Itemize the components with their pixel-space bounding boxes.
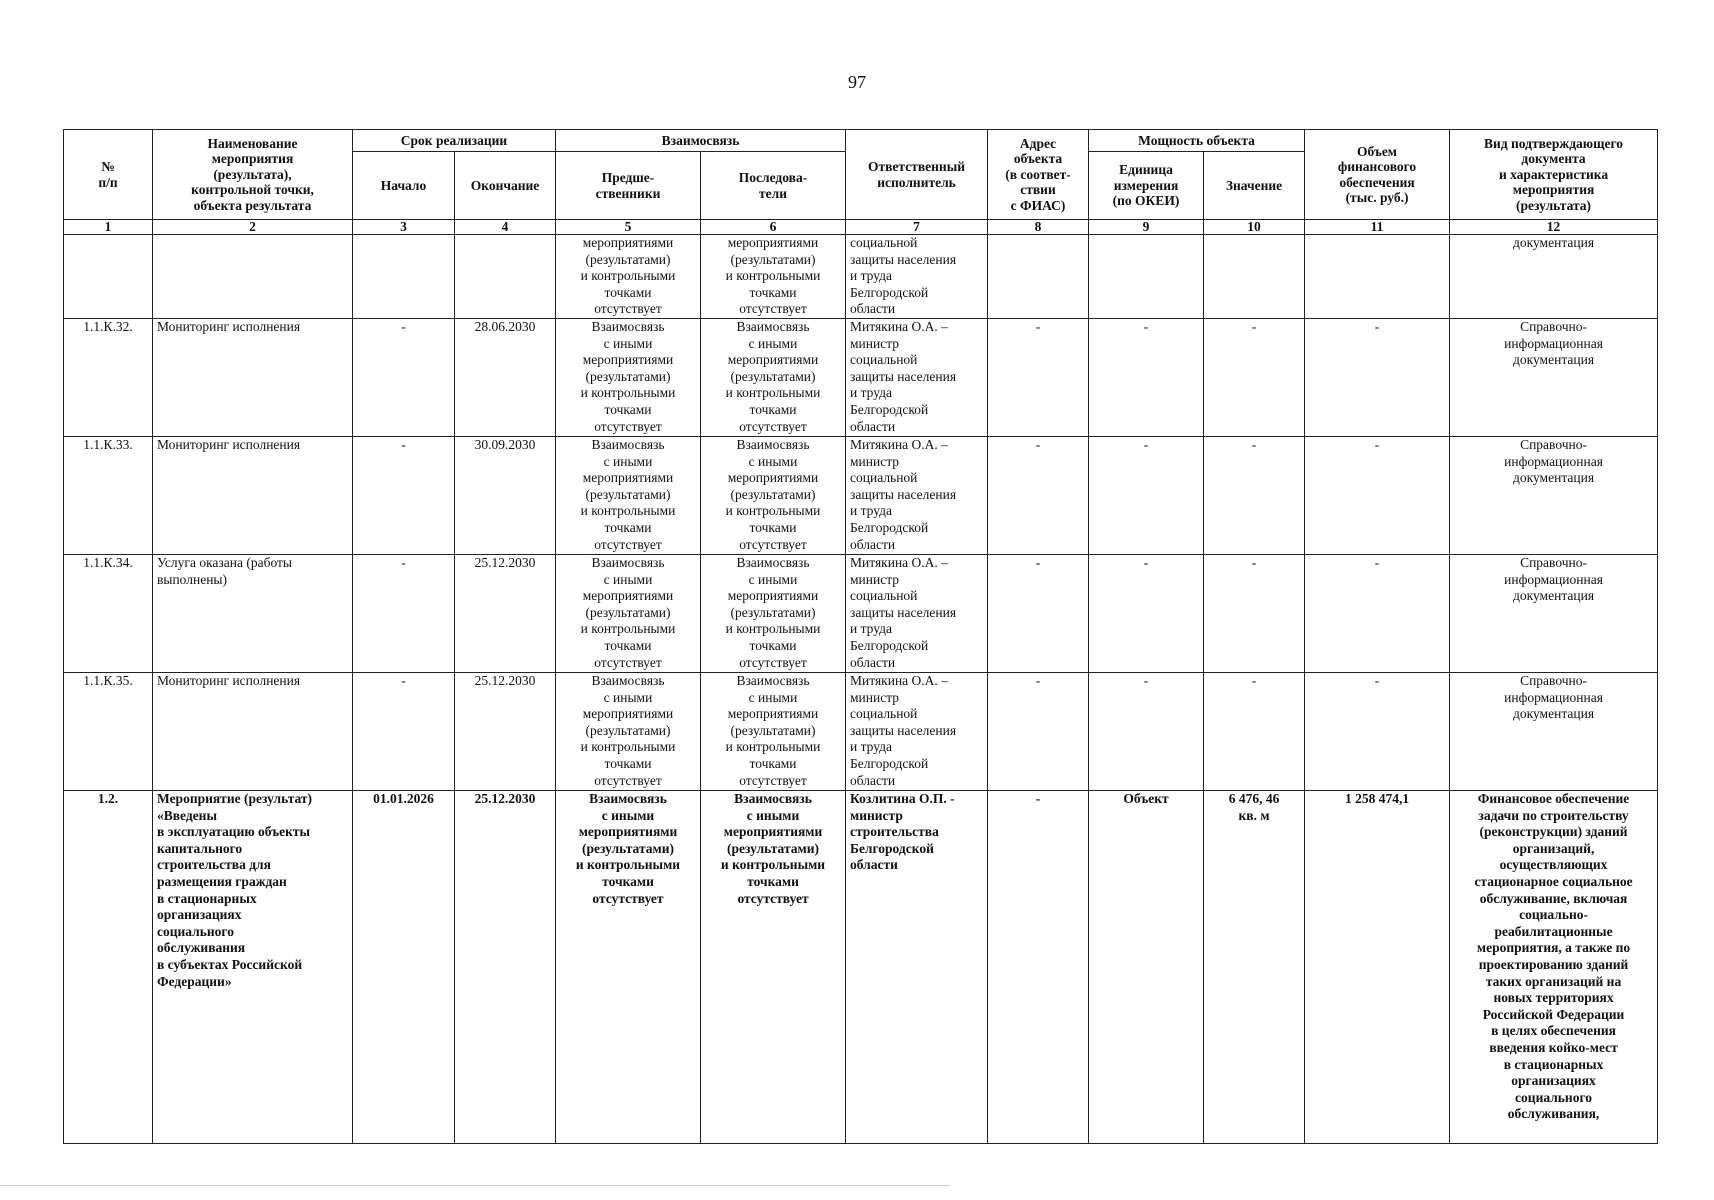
column-number: 11 (1305, 220, 1450, 235)
header-end: Окончание (455, 152, 556, 220)
table-header (64, 130, 1658, 235)
cell-start: - (353, 555, 455, 673)
cell-doc: Справочно- информационная документация (1450, 437, 1658, 555)
table-row-main-event (64, 791, 1658, 1144)
header-finance: Объем финансового обеспечения (тыс. руб.) (1305, 130, 1450, 220)
header-start: Начало (353, 152, 455, 220)
cell-predecessors: Взаимосвязь с иными мероприятиями (результатами) и контрольными точками отсутствует (556, 319, 701, 437)
header-address: Адрес объекта (в соответ- ствии с ФИАС) (988, 130, 1089, 220)
cell-address: - (988, 791, 1089, 1144)
column-number: 2 (153, 220, 353, 235)
column-number: 8 (988, 220, 1089, 235)
cell-successors: Взаимосвязь с иными мероприятиями (результатами) и контрольными точками отсутствует (701, 791, 846, 1144)
cell-end: 25.12.2030 (455, 555, 556, 673)
cell-name: Мониторинг исполнения (153, 319, 353, 437)
cell-predecessors: мероприятиями (результатами) и контрольными точками отсутствует (556, 235, 701, 319)
column-number: 9 (1089, 220, 1204, 235)
cell-num: 1.1.К.33. (64, 437, 153, 555)
cell-start: - (353, 319, 455, 437)
cell-name (153, 235, 353, 319)
cell-predecessors: Взаимосвязь с иными мероприятиями (результатами) и контрольными точками отсутствует (556, 673, 701, 791)
cell-unit: - (1089, 319, 1204, 437)
cell-doc: Финансовое обеспечение задачи по строительству (реконструкции) зданий организаций, осуществляющих стационарное социальное обслуживание, включая социально- реабилитационные мероприятия, а также по проектированию зданий таких организаций на новых территориях Российской Федерации в целях обеспечения введения койко-мест в стационарных организациях социального обслуживания, (1450, 791, 1658, 1144)
table-row-continuation (64, 235, 1658, 319)
cell-name: Мониторинг исполнения (153, 437, 353, 555)
cell-num (64, 235, 153, 319)
cell-num: 1.1.К.32. (64, 319, 153, 437)
cell-doc: Справочно- информационная документация (1450, 319, 1658, 437)
column-number: 7 (846, 220, 988, 235)
cell-successors: Взаимосвязь с иными мероприятиями (результатами) и контрольными точками отсутствует (701, 319, 846, 437)
cell-start: - (353, 437, 455, 555)
cell-address: - (988, 555, 1089, 673)
cell-num: 1.2. (64, 791, 153, 1144)
document-table (63, 129, 1658, 1144)
column-number-row (64, 220, 1658, 235)
cell-end: 30.09.2030 (455, 437, 556, 555)
cell-value: - (1204, 555, 1305, 673)
cell-name: Услуга оказана (работы выполнены) (153, 555, 353, 673)
header-predecessors: Предше- ственники (556, 152, 701, 220)
table-row (64, 319, 1658, 437)
table-row (64, 437, 1658, 555)
header-successors: Последова- тели (701, 152, 846, 220)
cell-end (455, 235, 556, 319)
header-relation-group: Взаимосвязь (556, 130, 846, 152)
cell-responsible: Митякина О.А. – министр социальной защиты населения и труда Белгородской области (846, 437, 988, 555)
cell-address: - (988, 673, 1089, 791)
cell-address (988, 235, 1089, 319)
cell-finance: - (1305, 437, 1450, 555)
header-num: № п/п (64, 130, 153, 220)
cell-start (353, 235, 455, 319)
cell-predecessors: Взаимосвязь с иными мероприятиями (результатами) и контрольными точками отсутствует (556, 437, 701, 555)
cell-responsible: Козлитина О.П. - министр строительства Белгородской области (846, 791, 988, 1144)
cell-responsible: социальной защиты населения и труда Белгородской области (846, 235, 988, 319)
column-number: 1 (64, 220, 153, 235)
header-period-group: Срок реализации (353, 130, 556, 152)
page-number: 97 (848, 72, 866, 92)
cell-responsible: Митякина О.А. – министр социальной защиты населения и труда Белгородской области (846, 319, 988, 437)
cell-value: - (1204, 437, 1305, 555)
cell-value (1204, 235, 1305, 319)
cell-doc: Справочно- информационная документация (1450, 555, 1658, 673)
cell-value: 6 476, 46 кв. м (1204, 791, 1305, 1144)
cell-successors: Взаимосвязь с иными мероприятиями (результатами) и контрольными точками отсутствует (701, 555, 846, 673)
cell-address: - (988, 437, 1089, 555)
cell-start: 01.01.2026 (353, 791, 455, 1144)
scan-edge-line (0, 1185, 950, 1186)
column-number: 6 (701, 220, 846, 235)
cell-start: - (353, 673, 455, 791)
cell-unit: - (1089, 437, 1204, 555)
cell-predecessors: Взаимосвязь с иными мероприятиями (результатами) и контрольными точками отсутствует (556, 791, 701, 1144)
cell-value: - (1204, 319, 1305, 437)
cell-value: - (1204, 673, 1305, 791)
header-doc-type: Вид подтверждающего документа и характеристика мероприятия (результата) (1450, 130, 1658, 220)
column-number: 5 (556, 220, 701, 235)
cell-unit: Объект (1089, 791, 1204, 1144)
table-row (64, 555, 1658, 673)
cell-end: 28.06.2030 (455, 319, 556, 437)
header-unit: Единица измерения (по ОКЕИ) (1089, 152, 1204, 220)
header-value: Значение (1204, 152, 1305, 220)
cell-num: 1.1.К.35. (64, 673, 153, 791)
cell-name: Мониторинг исполнения (153, 673, 353, 791)
cell-end: 25.12.2030 (455, 791, 556, 1144)
column-number: 4 (455, 220, 556, 235)
cell-end: 25.12.2030 (455, 673, 556, 791)
cell-doc: документация (1450, 235, 1658, 319)
cell-finance: - (1305, 673, 1450, 791)
cell-num: 1.1.К.34. (64, 555, 153, 673)
cell-responsible: Митякина О.А. – министр социальной защиты населения и труда Белгородской области (846, 555, 988, 673)
column-number: 10 (1204, 220, 1305, 235)
cell-successors: мероприятиями (результатами) и контрольными точками отсутствует (701, 235, 846, 319)
header-capacity-group: Мощность объекта (1089, 130, 1305, 152)
cell-finance: - (1305, 555, 1450, 673)
cell-responsible: Митякина О.А. – министр социальной защиты населения и труда Белгородской области (846, 673, 988, 791)
cell-successors: Взаимосвязь с иными мероприятиями (результатами) и контрольными точками отсутствует (701, 437, 846, 555)
cell-unit: - (1089, 673, 1204, 791)
cell-successors: Взаимосвязь с иными мероприятиями (результатами) и контрольными точками отсутствует (701, 673, 846, 791)
column-number: 3 (353, 220, 455, 235)
cell-finance (1305, 235, 1450, 319)
cell-unit (1089, 235, 1204, 319)
cell-name: Мероприятие (результат) «Введены в эксплуатацию объекты капитального строительства для размещения граждан в стационарных организациях социального обслуживания в субъектах Российской Федерации» (153, 791, 353, 1144)
cell-predecessors: Взаимосвязь с иными мероприятиями (результатами) и контрольными точками отсутствует (556, 555, 701, 673)
column-number: 12 (1450, 220, 1658, 235)
cell-address: - (988, 319, 1089, 437)
cell-unit: - (1089, 555, 1204, 673)
cell-finance: 1 258 474,1 (1305, 791, 1450, 1144)
header-responsible: Ответственный исполнитель (846, 130, 988, 220)
cell-finance: - (1305, 319, 1450, 437)
table-row (64, 673, 1658, 791)
header-name: Наименование мероприятия (результата), контрольной точки, объекта результата (153, 130, 353, 220)
cell-doc: Справочно- информационная документация (1450, 673, 1658, 791)
